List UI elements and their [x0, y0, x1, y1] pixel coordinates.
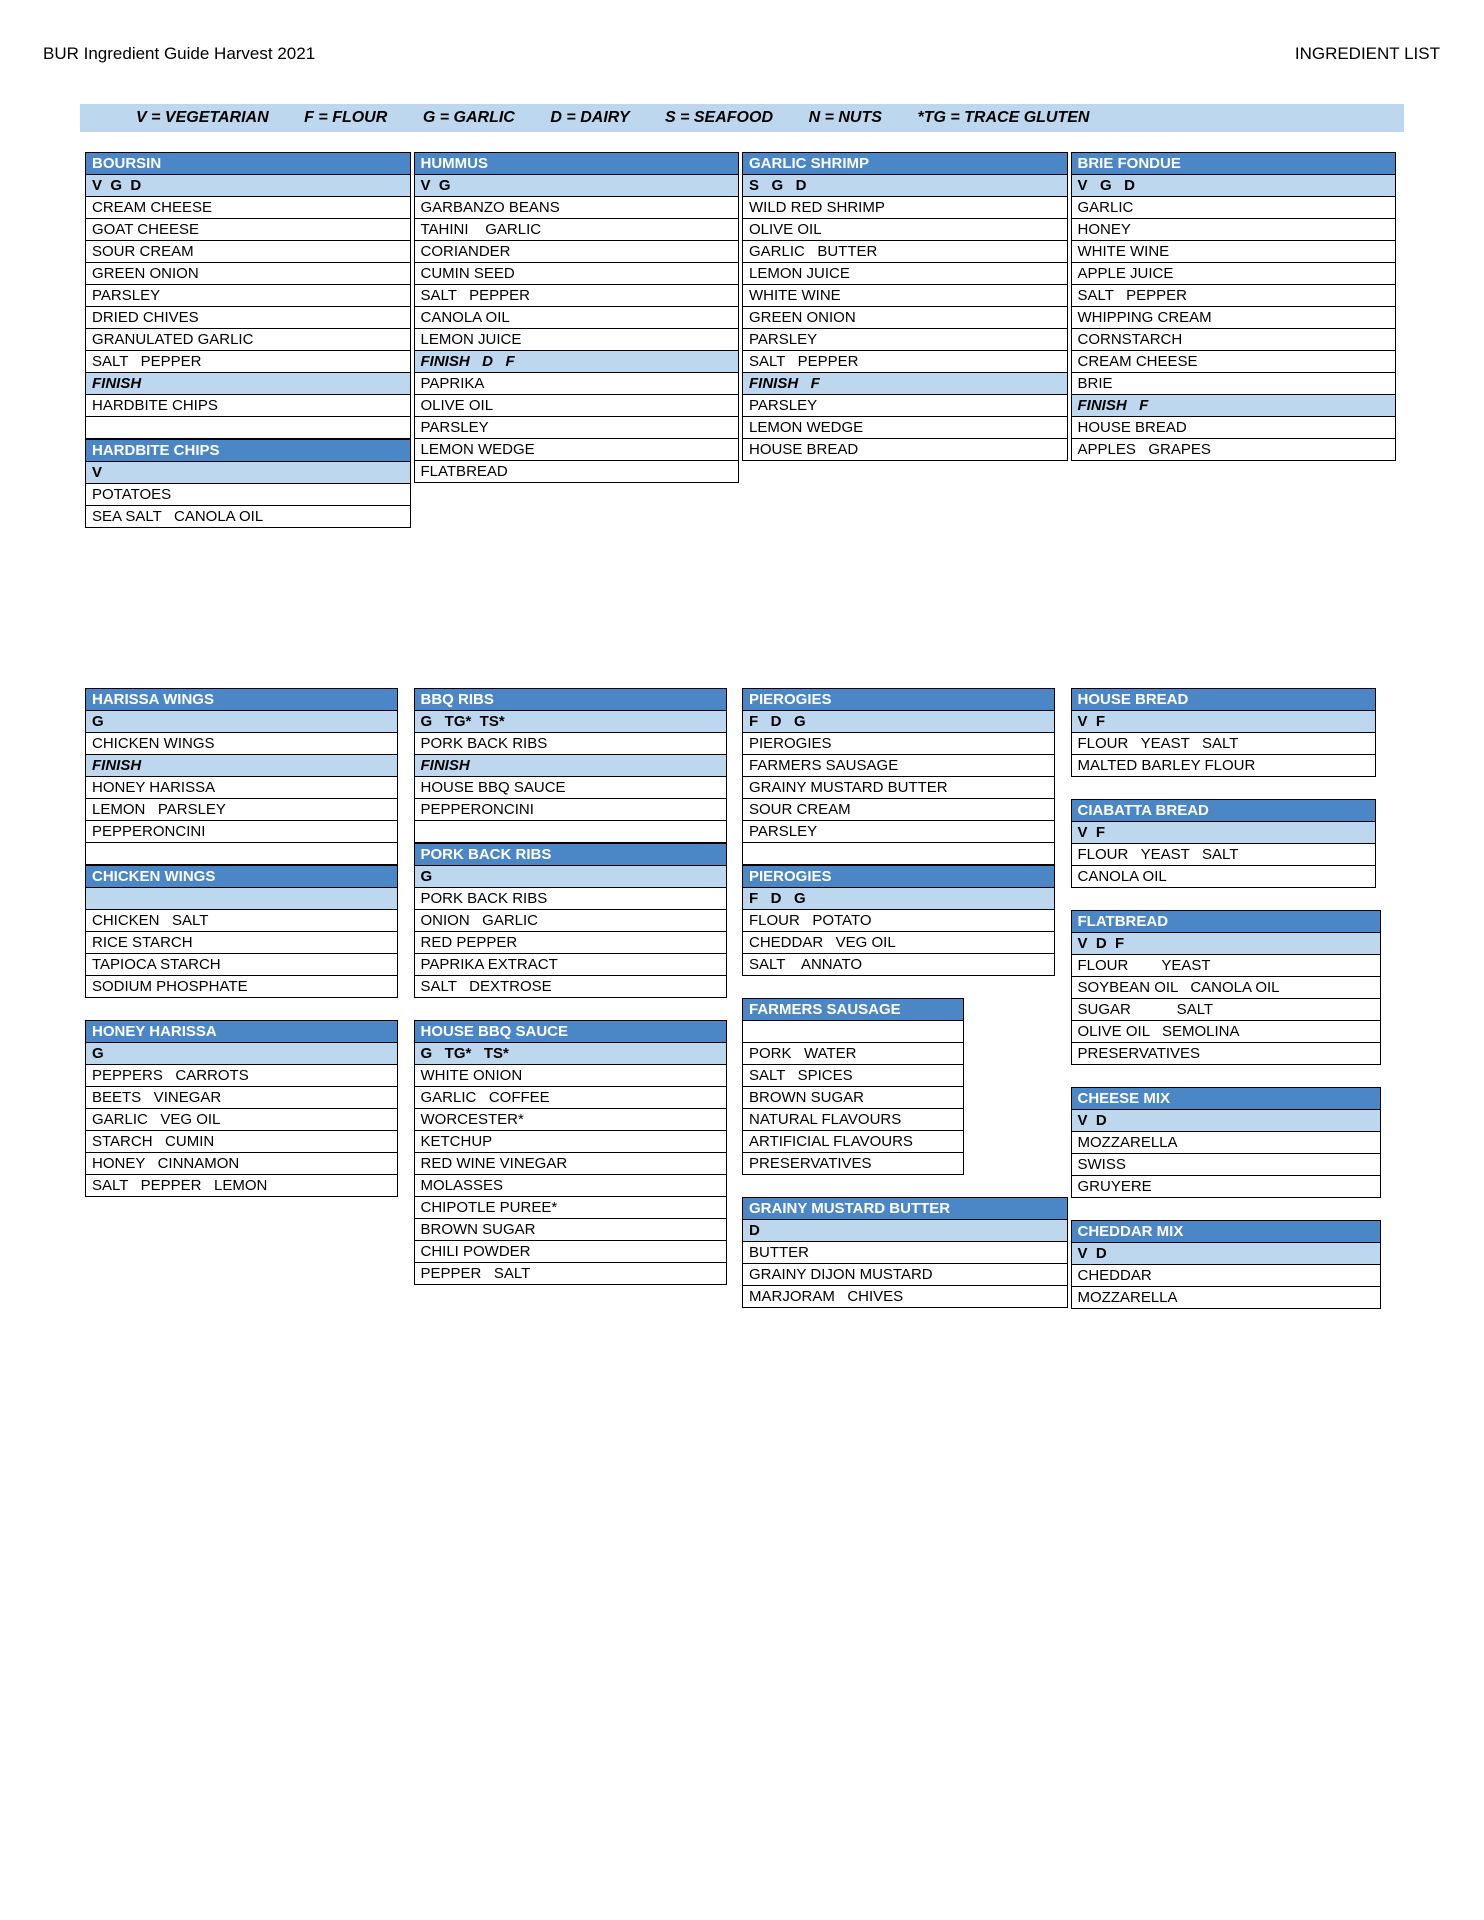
ingredient-row: POTATOES [85, 483, 411, 506]
ingredient-row: WHITE WINE [742, 284, 1068, 307]
ingredient-row: CUMIN SEED [414, 262, 740, 285]
ingredient-row: SUGAR SALT [1071, 998, 1381, 1021]
ingredient-table [1071, 799, 1376, 888]
ingredient-row [742, 1020, 964, 1043]
ingredient-row: HONEY CINNAMON [85, 1152, 398, 1175]
ingredient-table [742, 865, 1055, 976]
ingredient-row: HONEY HARISSA [85, 776, 398, 799]
section-2-column-1 [85, 688, 411, 1197]
table-title: CHICKEN WINGS [85, 865, 398, 888]
ingredient-row [85, 416, 411, 439]
ingredient-row: PEPPER SALT [414, 1262, 727, 1285]
diet-codes-row: V F [1071, 710, 1376, 733]
ingredient-row: GARLIC VEG OIL [85, 1108, 398, 1131]
ingredient-row: SALT PEPPER [85, 350, 411, 373]
diet-codes-row: F D G [742, 710, 1055, 733]
ingredient-table [1071, 688, 1376, 777]
table-title: CHEESE MIX [1071, 1087, 1381, 1110]
diet-codes-row: G [85, 710, 398, 733]
ingredient-row: FLOUR YEAST SALT [1071, 732, 1376, 755]
document-type-label: INGREDIENT LIST [1294, 44, 1440, 63]
section-1-column-3 [742, 152, 1068, 461]
ingredient-row: GARLIC BUTTER [742, 240, 1068, 263]
table-title: HOUSE BREAD [1071, 688, 1376, 711]
table-title: HONEY HARISSA [85, 1020, 398, 1043]
table-title: PIEROGIES [742, 688, 1055, 711]
ingredient-row: KETCHUP [414, 1130, 727, 1153]
ingredient-row: WHIPPING CREAM [1071, 306, 1397, 329]
diet-codes-row: V D F [1071, 932, 1381, 955]
section-2 [85, 688, 1396, 1309]
table-title: BOURSIN [85, 152, 411, 175]
finish-row: FINISH [85, 372, 411, 395]
ingredient-row: PAPRIKA [414, 372, 740, 395]
ingredient-table [414, 843, 727, 998]
ingredient-row: CORNSTARCH [1071, 328, 1397, 351]
ingredient-row: GRAINY DIJON MUSTARD [742, 1263, 1068, 1286]
ingredient-row: PARSLEY [85, 284, 411, 307]
ingredient-row: BUTTER [742, 1241, 1068, 1264]
ingredient-row: HONEY [1071, 218, 1397, 241]
finish-row: FINISH F [742, 372, 1068, 395]
diet-codes-row: S G D [742, 174, 1068, 197]
ingredient-row: PEPPERONCINI [85, 820, 398, 843]
table-title: HARISSA WINGS [85, 688, 398, 711]
ingredient-row [414, 820, 727, 843]
ingredient-table [85, 152, 411, 439]
ingredient-row: PARSLEY [742, 394, 1068, 417]
table-title: PORK BACK RIBS [414, 843, 727, 866]
table-title: GRAINY MUSTARD BUTTER [742, 1197, 1068, 1220]
ingredient-row: BRIE [1071, 372, 1397, 395]
ingredient-row: SOYBEAN OIL CANOLA OIL [1071, 976, 1381, 999]
ingredient-row: TAHINI GARLIC [414, 218, 740, 241]
ingredient-row: PEPPERS CARROTS [85, 1064, 398, 1087]
ingredient-table [1071, 152, 1397, 461]
ingredient-row: FLOUR YEAST SALT [1071, 843, 1376, 866]
ingredient-row: PORK BACK RIBS [414, 732, 727, 755]
ingredient-row: SALT PEPPER [414, 284, 740, 307]
diet-codes-row: V [85, 461, 411, 484]
table-title: HOUSE BBQ SAUCE [414, 1020, 727, 1043]
table-title: BRIE FONDUE [1071, 152, 1397, 175]
diet-codes-row: G [85, 1042, 398, 1065]
ingredient-row: CHICKEN SALT [85, 909, 398, 932]
table-title: HARDBITE CHIPS [85, 439, 411, 462]
ingredient-row: APPLES GRAPES [1071, 438, 1397, 461]
ingredient-row: FLOUR YEAST [1071, 954, 1381, 977]
ingredient-row: PEPPERONCINI [414, 798, 727, 821]
table-title: PIEROGIES [742, 865, 1055, 888]
ingredient-row: CANOLA OIL [414, 306, 740, 329]
ingredient-table [742, 152, 1068, 461]
ingredient-table [1071, 910, 1381, 1065]
ingredient-row: WHITE WINE [1071, 240, 1397, 263]
ingredient-table [85, 688, 398, 865]
ingredient-row: LEMON PARSLEY [85, 798, 398, 821]
ingredient-row: GARLIC [1071, 196, 1397, 219]
ingredient-row: OLIVE OIL [414, 394, 740, 417]
ingredient-row: LEMON JUICE [414, 328, 740, 351]
ingredient-row: SALT PEPPER [742, 350, 1068, 373]
ingredient-row: ONION GARLIC [414, 909, 727, 932]
ingredient-row: GRUYERE [1071, 1175, 1381, 1198]
ingredient-row: PRESERVATIVES [1071, 1042, 1381, 1065]
table-title: BBQ RIBS [414, 688, 727, 711]
ingredient-row: MOZZARELLA [1071, 1286, 1381, 1309]
table-title: HUMMUS [414, 152, 740, 175]
ingredient-row: NATURAL FLAVOURS [742, 1108, 964, 1131]
ingredient-row: CHEDDAR VEG OIL [742, 931, 1055, 954]
ingredient-row: BROWN SUGAR [414, 1218, 727, 1241]
ingredient-row: MOZZARELLA [1071, 1131, 1381, 1154]
section-1 [85, 152, 1396, 528]
table-title: GARLIC SHRIMP [742, 152, 1068, 175]
ingredient-row: MARJORAM CHIVES [742, 1285, 1068, 1308]
ingredient-row: GOAT CHEESE [85, 218, 411, 241]
ingredient-row: GRANULATED GARLIC [85, 328, 411, 351]
ingredient-row: SODIUM PHOSPHATE [85, 975, 398, 998]
ingredient-table [414, 152, 740, 483]
ingredient-row: LEMON WEDGE [742, 416, 1068, 439]
section-2-column-4 [1071, 688, 1397, 1309]
ingredient-row: CHEDDAR [1071, 1264, 1381, 1287]
diet-codes-row: D [742, 1219, 1068, 1242]
ingredient-row: CREAM CHEESE [1071, 350, 1397, 373]
ingredient-row: BROWN SUGAR [742, 1086, 964, 1109]
ingredient-row: SEA SALT CANOLA OIL [85, 505, 411, 528]
ingredient-row: WORCESTER* [414, 1108, 727, 1131]
ingredient-row: HOUSE BREAD [1071, 416, 1397, 439]
ingredient-row: PORK BACK RIBS [414, 887, 727, 910]
ingredient-row: CHICKEN WINGS [85, 732, 398, 755]
ingredient-row: HOUSE BBQ SAUCE [414, 776, 727, 799]
ingredient-table [742, 688, 1055, 865]
ingredient-row: TAPIOCA STARCH [85, 953, 398, 976]
ingredient-row: OLIVE OIL SEMOLINA [1071, 1020, 1381, 1043]
diet-codes-row: G TG* TS* [414, 1042, 727, 1065]
ingredient-row: PRESERVATIVES [742, 1152, 964, 1175]
ingredient-row: SWISS [1071, 1153, 1381, 1176]
ingredient-row: CHILI POWDER [414, 1240, 727, 1263]
section-1-column-4 [1071, 152, 1397, 461]
table-title: CIABATTA BREAD [1071, 799, 1376, 822]
ingredient-row: RED WINE VINEGAR [414, 1152, 727, 1175]
ingredient-row: CORIANDER [414, 240, 740, 263]
ingredient-row: CREAM CHEESE [85, 196, 411, 219]
ingredient-row: HOUSE BREAD [742, 438, 1068, 461]
diet-codes-row: V G D [85, 174, 411, 197]
ingredient-row: APPLE JUICE [1071, 262, 1397, 285]
ingredient-row: PARSLEY [414, 416, 740, 439]
ingredient-row: MALTED BARLEY FLOUR [1071, 754, 1376, 777]
table-title: CHEDDAR MIX [1071, 1220, 1381, 1243]
ingredient-row: GARBANZO BEANS [414, 196, 740, 219]
ingredient-table [1071, 1087, 1381, 1198]
ingredient-row: PIEROGIES [742, 732, 1055, 755]
ingredient-row: LEMON WEDGE [414, 438, 740, 461]
table-title: FARMERS SAUSAGE [742, 998, 964, 1021]
ingredient-row: FLOUR POTATO [742, 909, 1055, 932]
section-2-column-3 [742, 688, 1068, 1308]
ingredient-row: SALT PEPPER LEMON [85, 1174, 398, 1197]
ingredient-row: SOUR CREAM [85, 240, 411, 263]
ingredient-table [85, 865, 398, 998]
ingredient-row: SALT ANNATO [742, 953, 1055, 976]
ingredient-row [742, 842, 1055, 865]
ingredient-table [85, 1020, 398, 1197]
ingredient-row: ARTIFICIAL FLAVOURS [742, 1130, 964, 1153]
ingredient-row: PORK WATER [742, 1042, 964, 1065]
ingredient-row [85, 842, 398, 865]
ingredient-row: GREEN ONION [742, 306, 1068, 329]
ingredient-row: CHIPOTLE PUREE* [414, 1196, 727, 1219]
diet-codes-row: V D [1071, 1242, 1381, 1265]
diet-codes-row: V G [414, 174, 740, 197]
ingredient-row: SALT SPICES [742, 1064, 964, 1087]
ingredient-table [1071, 1220, 1381, 1309]
ingredient-row: WILD RED SHRIMP [742, 196, 1068, 219]
finish-row: FINISH [85, 754, 398, 777]
ingredient-table [414, 688, 727, 843]
ingredient-row: WHITE ONION [414, 1064, 727, 1087]
ingredient-row: GREEN ONION [85, 262, 411, 285]
ingredient-row: LEMON JUICE [742, 262, 1068, 285]
ingredient-table [742, 1197, 1068, 1308]
ingredient-row: SOUR CREAM [742, 798, 1055, 821]
ingredient-row: FLATBREAD [414, 460, 740, 483]
ingredient-row: OLIVE OIL [742, 218, 1068, 241]
ingredient-row: GRAINY MUSTARD BUTTER [742, 776, 1055, 799]
ingredient-table [742, 998, 964, 1175]
diet-codes-row: V D [1071, 1109, 1381, 1132]
ingredient-row: PARSLEY [742, 820, 1055, 843]
ingredient-row: PARSLEY [742, 328, 1068, 351]
legend-bar: V = VEGETARIAN F = FLOUR G = GARLIC D = DAIRY S = SEAFOOD N = NUTS *TG = TRACE GLUTEN [80, 104, 1404, 132]
ingredient-row: HARDBITE CHIPS [85, 394, 411, 417]
ingredient-row: MOLASSES [414, 1174, 727, 1197]
ingredient-row: BEETS VINEGAR [85, 1086, 398, 1109]
ingredient-table [414, 1020, 727, 1285]
document-title: BUR Ingredient Guide Harvest 2021 [43, 44, 316, 63]
diet-codes-row: G [414, 865, 727, 888]
diet-codes-row: G TG* TS* [414, 710, 727, 733]
ingredient-row: DRIED CHIVES [85, 306, 411, 329]
finish-row: FINISH D F [414, 350, 740, 373]
ingredient-table [85, 439, 411, 528]
diet-codes-row [85, 887, 398, 910]
ingredient-row: CANOLA OIL [1071, 865, 1376, 888]
diet-codes-row: V G D [1071, 174, 1397, 197]
ingredient-row: RICE STARCH [85, 931, 398, 954]
section-1-column-2 [414, 152, 740, 483]
ingredient-row: PAPRIKA EXTRACT [414, 953, 727, 976]
ingredient-row: SALT DEXTROSE [414, 975, 727, 998]
diet-codes-row: F D G [742, 887, 1055, 910]
ingredient-row: RED PEPPER [414, 931, 727, 954]
diet-codes-row: V F [1071, 821, 1376, 844]
ingredient-row: FARMERS SAUSAGE [742, 754, 1055, 777]
finish-row: FINISH F [1071, 394, 1397, 417]
ingredient-row: SALT PEPPER [1071, 284, 1397, 307]
section-1-column-1 [85, 152, 411, 528]
finish-row: FINISH [414, 754, 727, 777]
table-title: FLATBREAD [1071, 910, 1381, 933]
ingredient-row: STARCH CUMIN [85, 1130, 398, 1153]
ingredient-row: GARLIC COFFEE [414, 1086, 727, 1109]
section-2-column-2 [414, 688, 740, 1285]
